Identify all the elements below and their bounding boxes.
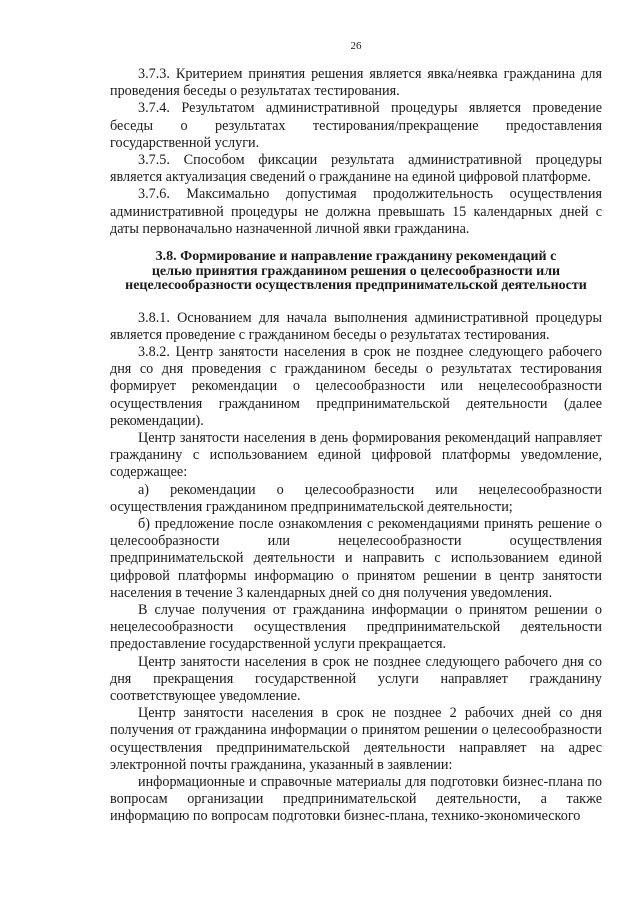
paragraph-info-materials: информационные и справочные материалы для подготовки бизнес-плана по вопросам организации предпринимательской деятельности, а также информацию по вопросам подготовки бизнес-плана, технико-экономического bbox=[110, 774, 602, 825]
section-heading-3-8 bbox=[110, 250, 602, 294]
paragraph-3-7-5: 3.7.5. Способом фиксации результата административной процедуры является актуализация сведений о гражданине на единой цифровой платформе. bbox=[110, 152, 602, 186]
paragraph-termination-notice: Центр занятости населения в срок не позднее следующего рабочего дня со дня прекращения государственной услуги направляет гражданину соответствующее уведомление. bbox=[110, 653, 602, 704]
page-number: 26 bbox=[350, 40, 362, 52]
section-heading-line: целью принятия гражданином решения о целесообразности или bbox=[151, 263, 561, 279]
paragraph-3-8-1: 3.8.1. Основанием для начала выполнения административной процедуры является проведение с гражданином беседы о результатах тестирования. bbox=[110, 309, 602, 343]
document-page bbox=[110, 40, 602, 826]
paragraph-3-8-2: 3.8.2. Центр занятости населения в срок не позднее следующего рабочего дня со дня проведения с гражданином беседы о результатах тестирования формирует рекомендации о целесообразности или нецелесообразности осуществления гражданином предпринимательской деятельности (далее рекомендации). bbox=[110, 343, 602, 429]
paragraph-termination: В случае получения от гражданина информации о принятом решении о нецелесообразности осуществления предпринимательской деятельности предоставление государственной услуги прекращается. bbox=[110, 601, 602, 653]
paragraph-3-7-3: 3.7.3. Критерием принятия решения является явка/неявка гражданина для проведения беседы о результатах тестирования. bbox=[110, 66, 602, 100]
section-heading-line: 3.8. Формирование и направление гражданину рекомендаций с bbox=[155, 249, 557, 265]
paragraph-3-7-4: 3.7.4. Результатом административной процедуры является проведение беседы о результатах тестирования/прекращение предоставления государственной услуги. bbox=[110, 100, 602, 151]
paragraph-3-7-6: 3.7.6. Максимально допустимая продолжительность осуществления административной процедуры не должна превышать 15 календарных дней с даты первоначально назначенной личной явки гражданина. bbox=[110, 186, 602, 237]
section-heading-line: нецелесообразности осуществления предпринимательской деятельности bbox=[125, 278, 587, 294]
paragraph-notification: Центр занятости населения в день формирования рекомендаций направляет гражданину с использованием единой цифровой платформы уведомление, содержащее: bbox=[110, 429, 602, 481]
paragraph-item-a: а) рекомендации о целесообразности или нецелесообразности осуществления гражданином предпринимательской деятельности; bbox=[110, 481, 602, 515]
paragraph-item-b: б) предложение после ознакомления с рекомендациями принять решение о целесообразности или нецелесообразности осуществления предпринимательской деятельности и направить с использованием единой цифровой платформы информацию о принятом решении в центр занятости населения в течение 3 календарных дней со дня получения уведомления. bbox=[110, 515, 602, 601]
paragraph-email-materials: Центр занятости населения в срок не позднее 2 рабочих дней со дня получения от гражданина информации о принятом решении о целесообразности осуществления предпринимательской деятельности направляет на адрес электронной почты гражданина, указанный в заявлении: bbox=[110, 705, 602, 773]
